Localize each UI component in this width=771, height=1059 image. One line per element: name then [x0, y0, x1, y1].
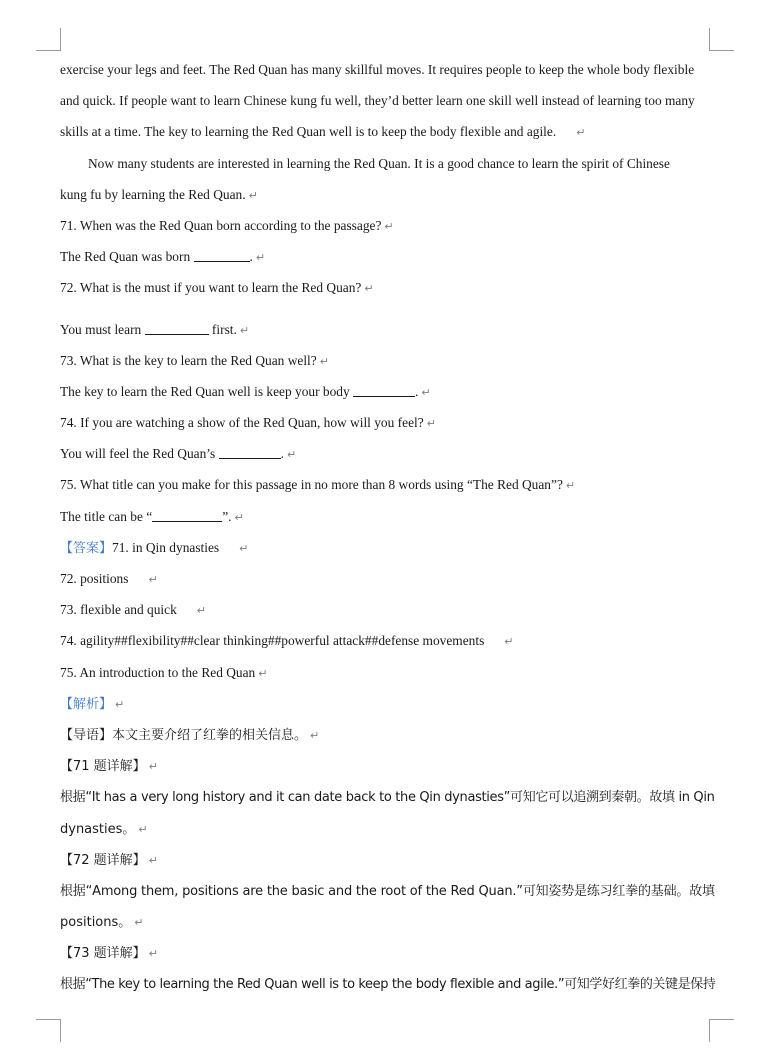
crop-mark-bottom-left [36, 1019, 61, 1042]
paragraph-mark-icon: ↵ [258, 666, 268, 680]
answer-label: 【答案】 [60, 540, 113, 556]
answer-75: 75. An introduction to the Red Quan ↵ [60, 664, 268, 680]
question-75: 75. What title can you make for this passage in no more than 8 words using “The Red Quan”? ↵ [60, 477, 576, 493]
crop-mark-bottom-right [709, 1019, 734, 1042]
answer-blank[interactable] [353, 384, 415, 397]
question-73: 73. What is the key to learn the Red Quan well? ↵ [60, 352, 329, 368]
answer-72: 72. positions ↵ [60, 571, 158, 586]
question-71: 71. When was the Red Quan born according to the passage? ↵ [60, 217, 394, 233]
detail-72-text: 根据“Among them, positions are the basic and the root of the Red Quan.”可知姿势是练习红拳的基础。故填 [60, 883, 715, 899]
crop-mark-top-right [709, 28, 734, 51]
paragraph-mark-icon: ↵ [148, 760, 158, 774]
passage-line: kung fu by learning the Red Quan. ↵ [60, 186, 258, 202]
passage-line: exercise your legs and feet. The Red Quan has many skillful moves. It requires people to keep the whole body flexible [60, 62, 695, 77]
detail-72-title: 【72 题详解】 ↵ [60, 852, 158, 868]
answer-line-72: You must learn first. ↵ [60, 321, 250, 337]
answer-blank[interactable] [194, 249, 250, 262]
paragraph-mark-icon: ↵ [255, 251, 266, 265]
paragraph-mark-icon: ↵ [234, 510, 244, 524]
detail-72-text: positions。 ↵ [60, 915, 144, 931]
detail-73-text: 根据“The key to learning the Red Quan well is to keep the body flexible and agile.”可知学好红拳的关键是保持 [60, 977, 716, 993]
paragraph-mark-icon: ↵ [426, 417, 436, 431]
paragraph-mark-icon: ↵ [565, 479, 576, 493]
crop-mark-top-left [36, 28, 61, 51]
detail-73-title: 【73 题详解】 ↵ [60, 946, 158, 962]
paragraph-mark-icon: ↵ [384, 219, 394, 233]
passage-line: Now many students are interested in learning the Red Quan. It is a good chance to learn the spirit of Chinese [88, 155, 670, 171]
paragraph-mark-icon: ↵ [364, 282, 374, 296]
paragraph-mark-icon: ↵ [138, 822, 148, 836]
analysis-guide: 【导语】本文主要介绍了红拳的相关信息。 ↵ [60, 727, 320, 743]
answer-line-75: The title can be “ ”. ↵ [60, 508, 244, 524]
analysis-label: 【解析】 ↵ [60, 696, 125, 712]
answer-71: 【答案】71. in Qin dynasties ↵ [60, 539, 249, 556]
paragraph-mark-icon: ↵ [134, 916, 144, 930]
detail-71-text: 根据“It has a very long history and it can date back to the Qin dynasties”可知它可以追溯到秦朝。故填 in Qin [60, 790, 715, 806]
paragraph-mark-icon: ↵ [148, 947, 158, 961]
paragraph-mark-icon: ↵ [421, 385, 431, 399]
paragraph-mark-icon: ↵ [239, 541, 249, 555]
answer-line-73: The key to learn the Red Quan well is keep your body . ↵ [60, 383, 431, 399]
question-74: 74. If you are watching a show of the Red Quan, how will you feel? ↵ [60, 415, 436, 431]
answer-line-74: You will feel the Red Quan’s . ↵ [60, 446, 297, 462]
question-72: 72. What is the must if you want to learn the Red Quan? ↵ [60, 280, 374, 296]
paragraph-mark-icon: ↵ [504, 635, 514, 649]
passage-line: and quick. If people want to learn Chinese kung fu well, they’d better learn one skill well instead of learning too many [60, 93, 695, 109]
paragraph-mark-icon: ↵ [248, 188, 258, 202]
answer-blank[interactable] [219, 446, 281, 459]
paragraph-mark-icon: ↵ [148, 853, 158, 867]
answer-line-71: The Red Quan was born . ↵ [60, 249, 266, 265]
answer-74: 74. agility##flexibility##clear thinking##powerful attack##defense movements ↵ [60, 633, 514, 649]
paragraph-mark-icon: ↵ [319, 354, 329, 368]
paragraph-mark-icon: ↵ [239, 323, 250, 337]
paragraph-mark-icon: ↵ [310, 728, 320, 742]
answer-73: 73. flexible and quick ↵ [60, 602, 206, 618]
paragraph-mark-icon: ↵ [576, 126, 586, 140]
document-body [60, 54, 715, 1000]
paragraph-mark-icon: ↵ [148, 573, 158, 586]
detail-71-title: 【71 题详解】 ↵ [60, 759, 158, 775]
paragraph-mark-icon: ↵ [115, 697, 125, 711]
paragraph-mark-icon: ↵ [196, 604, 206, 618]
answer-blank[interactable] [145, 322, 209, 335]
paragraph-mark-icon: ↵ [286, 448, 297, 462]
answer-blank[interactable] [152, 509, 222, 522]
passage-line: skills at a time. The key to learning the Red Quan well is to keep the body flexible and agile. ↵ [60, 124, 586, 140]
detail-71-text: dynasties。 ↵ [60, 821, 148, 837]
